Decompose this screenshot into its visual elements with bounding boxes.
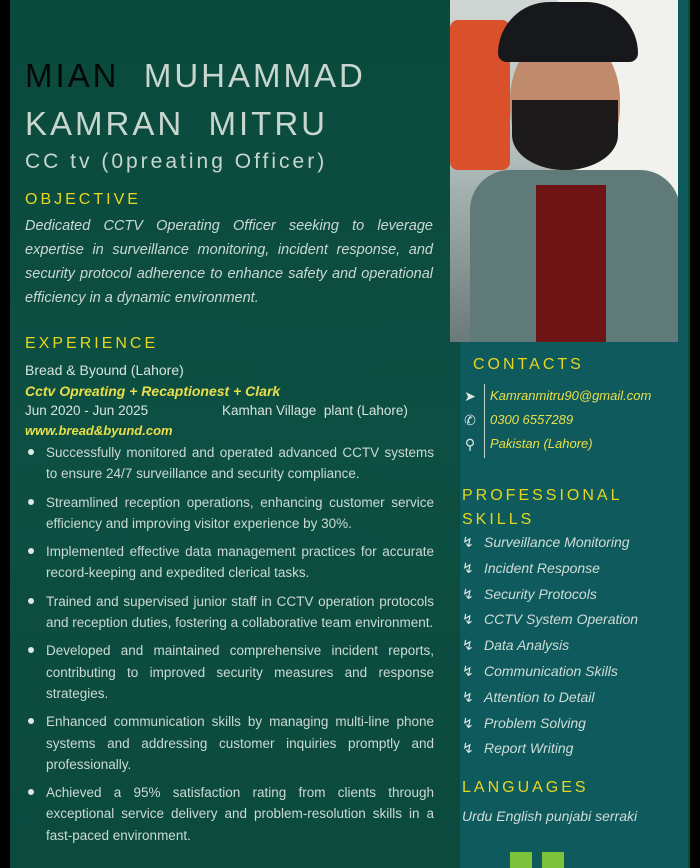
phone-icon: ✆ bbox=[464, 412, 476, 428]
bullet-dot-icon bbox=[28, 449, 34, 455]
bullet-dot-icon bbox=[28, 548, 34, 554]
location-pin-icon: ⚲ bbox=[464, 436, 476, 452]
phone-text[interactable]: 0300 6557289 bbox=[490, 412, 574, 427]
bullet-dot-icon bbox=[28, 647, 34, 653]
send-icon: ➤ bbox=[464, 388, 476, 404]
contacts-heading: CONTACTS bbox=[473, 356, 584, 373]
experience-heading: EXPERIENCE bbox=[25, 335, 159, 352]
email-text[interactable]: Kamranmitru90@gmail.com bbox=[490, 388, 652, 403]
list-item: ↯ Data Analysis bbox=[462, 637, 570, 654]
list-item: Implemented effective data management practices for accurate record-keeping and expedited clerical tasks. bbox=[26, 541, 434, 584]
skills-heading: PROFESSIONAL SKILLS bbox=[462, 487, 623, 528]
company-website[interactable]: www.bread&byund.com bbox=[25, 423, 173, 438]
candidate-name bbox=[25, 52, 445, 148]
list-item: Achieved a 95% satisfaction rating from clients through exceptional service delivery and problem-resolution skills in a fast-paced environment. bbox=[26, 782, 434, 846]
name-middle: MUHAMMAD bbox=[143, 57, 366, 94]
bullet-dot-icon bbox=[28, 499, 34, 505]
list-item: ↯ Security Protocols bbox=[462, 585, 597, 602]
list-item: Enhanced communication skills by managing multi-line phone systems and addressing customer inquiries promptly and professionally. bbox=[26, 711, 434, 775]
lightning-icon: ↯ bbox=[462, 534, 474, 550]
job-title: Cctv Opreating + Recaptionest + Clark bbox=[25, 383, 281, 399]
objective-text: Dedicated CCTV Operating Officer seeking to leverage expertise in surveillance monitoring, incident response, and security protocol adherence to enhance safety and operational efficiency in a dynamic environment. bbox=[25, 218, 433, 306]
list-item: ↯ Report Writing bbox=[462, 740, 574, 757]
company-name: Bread & Byound (Lahore) bbox=[25, 362, 184, 378]
list-item: Successfully monitored and operated advanced CCTV systems to ensure 24/7 surveillance and security compliance. bbox=[26, 442, 434, 485]
lightning-icon: ↯ bbox=[462, 688, 474, 705]
bullet-dot-icon bbox=[28, 789, 34, 795]
list-item: ↯ Communication Skills bbox=[462, 662, 618, 679]
contact-email[interactable] bbox=[460, 386, 680, 408]
lightning-icon: ↯ bbox=[462, 662, 474, 679]
lightning-icon: ↯ bbox=[462, 637, 474, 654]
profile-photo bbox=[450, 0, 678, 342]
lightning-icon: ↯ bbox=[462, 585, 474, 602]
lightning-icon: ↯ bbox=[462, 740, 474, 757]
bullet-dot-icon bbox=[28, 718, 34, 724]
experience-bullets bbox=[26, 442, 434, 853]
list-item: Trained and supervised junior staff in CCTV operation protocols and reception duties, fostering a collaborative team environment. bbox=[26, 591, 434, 634]
job-dates: Jun 2020 - Jun 2025 bbox=[25, 403, 149, 418]
contact-address bbox=[460, 434, 680, 456]
list-item: ↯ Surveillance Monitoring bbox=[462, 534, 630, 550]
lightning-icon: ↯ bbox=[462, 611, 474, 628]
lightning-icon: ↯ bbox=[462, 714, 474, 731]
job-location: Kamhan Village plant (Lahore) bbox=[222, 403, 408, 418]
job-role: CC tv (0preating Officer) bbox=[25, 150, 328, 173]
languages-heading: LANGUAGES bbox=[462, 779, 589, 796]
list-item: ↯ Attention to Detail bbox=[462, 688, 595, 705]
list-item: Streamlined reception operations, enhancing customer service efficiency and improving visitor experience by 30%. bbox=[26, 492, 434, 535]
list-item: ↯ Incident Response bbox=[462, 559, 600, 576]
bullet-dot-icon bbox=[28, 598, 34, 604]
objective-heading: OBJECTIVE bbox=[25, 191, 141, 208]
name-last: KAMRAN MITRU bbox=[25, 105, 328, 142]
list-item: ↯ Problem Solving bbox=[462, 714, 586, 731]
name-first: MIAN bbox=[25, 57, 120, 94]
skills-list bbox=[462, 534, 682, 766]
list-item: ↯ CCTV System Operation bbox=[462, 611, 639, 628]
lightning-icon: ↯ bbox=[462, 559, 474, 576]
contact-phone[interactable] bbox=[460, 410, 680, 432]
languages-text: Urdu English punjabi serraki bbox=[462, 808, 638, 824]
decorative-bar bbox=[542, 852, 564, 868]
address-text: Pakistan (Lahore) bbox=[490, 436, 593, 451]
decorative-bar bbox=[510, 852, 532, 868]
list-item: Developed and maintained comprehensive incident reports, contributing to improved security measures and response strategies. bbox=[26, 640, 434, 704]
